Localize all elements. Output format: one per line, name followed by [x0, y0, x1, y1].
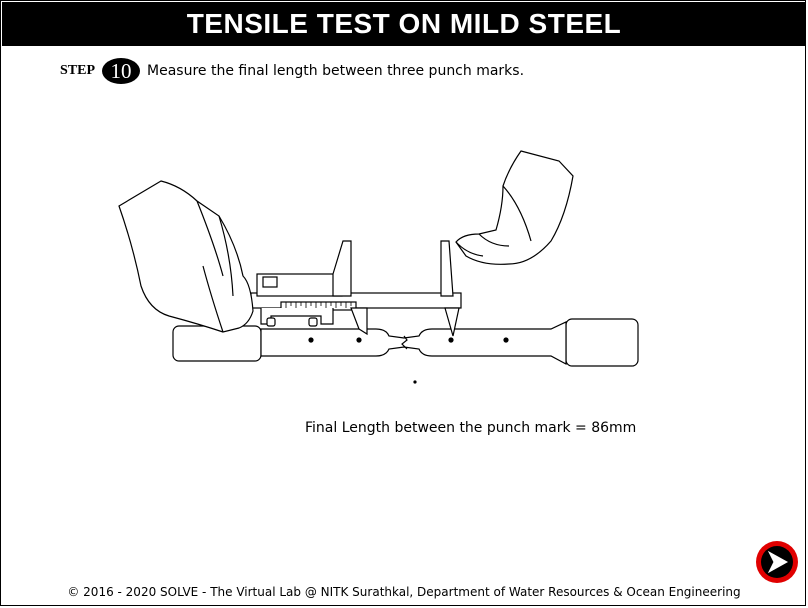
step-instruction: Measure the final length between three punch marks. — [147, 63, 525, 79]
caliper-upper-jaw-left — [333, 241, 351, 296]
caliper-knob — [309, 318, 317, 326]
footer-copyright: © 2016 - 2020 SOLVE - The Virtual Lab @ NITK Surathkal, Department of Water Resources & Ocean Engineering — [67, 585, 741, 599]
step-number-badge: 10 — [102, 58, 140, 84]
caliper-lock-screw — [263, 277, 277, 287]
final-length-result: Final Length between the punch mark = 86mm — [305, 420, 637, 436]
specimen-right-grip — [566, 319, 638, 366]
punch-mark — [309, 338, 313, 342]
punch-mark — [504, 338, 508, 342]
specimen-shaft — [261, 322, 566, 364]
punch-mark — [414, 381, 416, 383]
caliper-measurement-illustration — [111, 146, 651, 391]
page-title: TENSILE TEST ON MILD STEEL — [2, 2, 806, 46]
left-hand — [119, 181, 253, 332]
caliper-knob — [267, 318, 275, 326]
arrow-right-circle-icon — [754, 539, 800, 585]
next-step-button[interactable] — [754, 539, 800, 585]
specimen-left-grip — [173, 326, 261, 361]
right-hand — [456, 151, 573, 264]
caliper-upper-jaw-right — [441, 241, 453, 296]
step-label: STEP — [60, 63, 96, 78]
punch-mark — [357, 338, 361, 342]
punch-mark — [449, 338, 453, 342]
step-row — [60, 58, 524, 84]
